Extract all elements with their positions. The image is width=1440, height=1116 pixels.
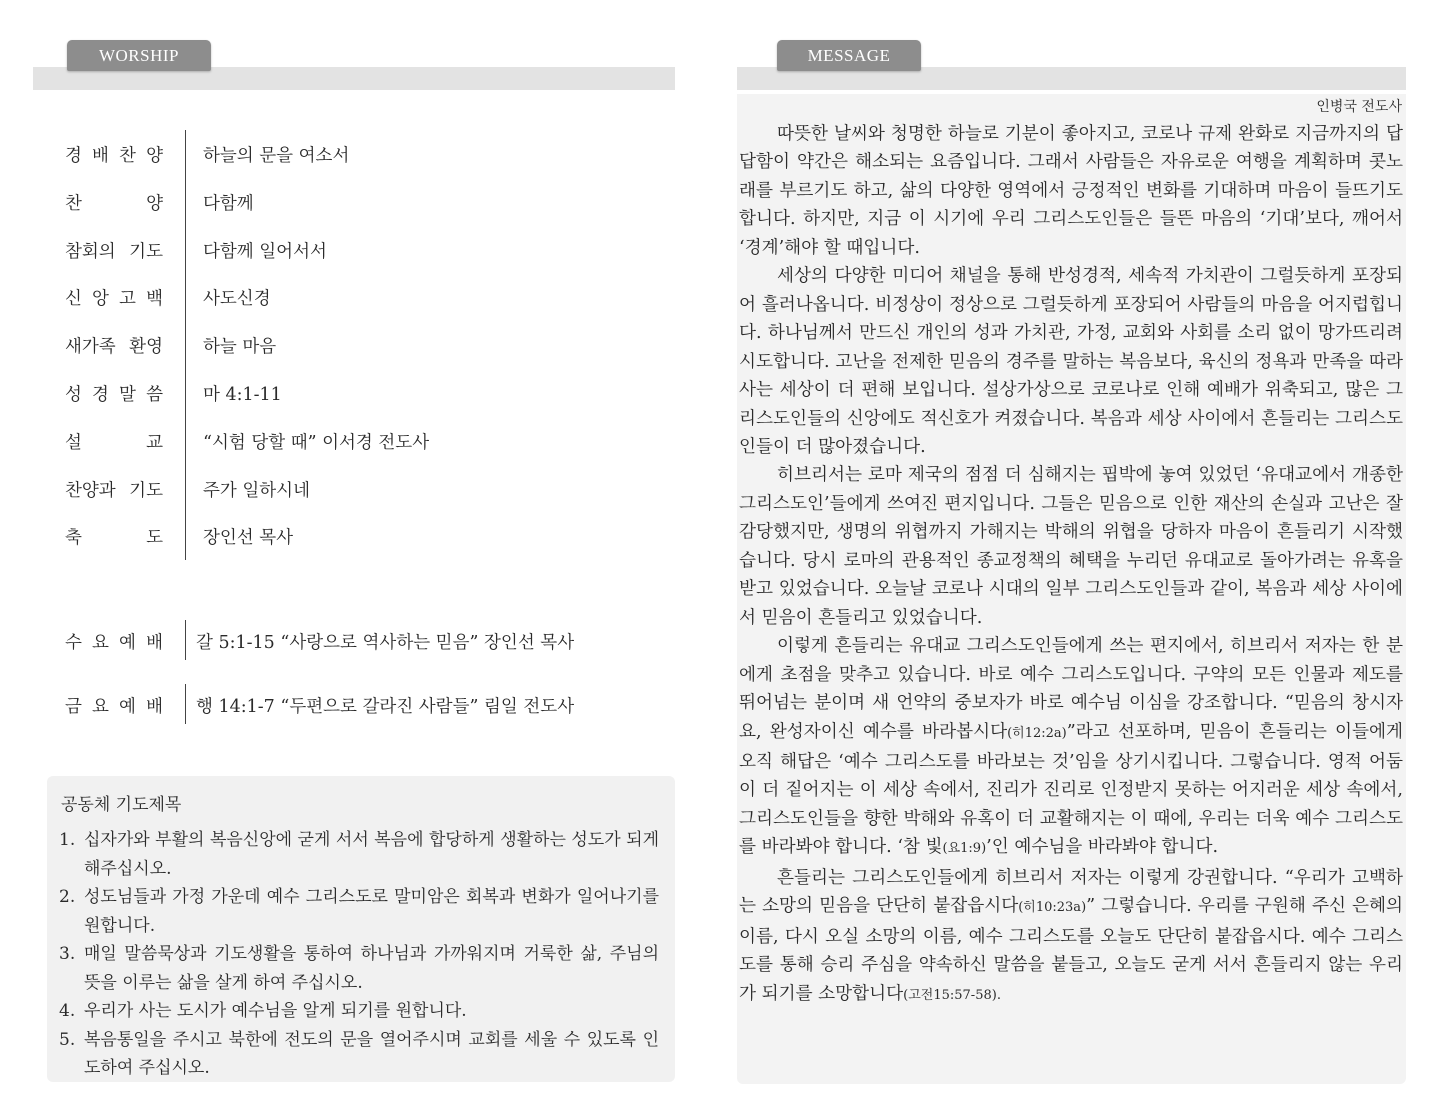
prayer-number: 4. — [59, 1001, 76, 1021]
prayer-number: 2. — [59, 887, 76, 907]
message-text: ’인 예수님을 바라봐야 합니다. — [986, 837, 1219, 858]
message-text: ” 그렇습니다. 우리를 구원해 주신 은혜의 이름, 다시 오실 소망의 이름, 예수 그리스도를 오늘도 단단히 붙잡읍시다. 예수 그리스도를 통해 승리 주심을 약속하신 말씀을 붙들고, 오늘도 굳게 서서 흔들리지 않는 우리가 되기를 소망합니다 — [739, 896, 1403, 1004]
scripture-reference: (고전15:57-58). — [903, 987, 1001, 1003]
friday-value: 행 14:1-7 “두편으로 갈라진 사람들” 림일 전도사 — [196, 697, 575, 717]
prayer-text: 성도님들과 가정 가운데 예수 그리스도로 말미암은 회복과 변화가 일어나기를 원합니다. — [84, 887, 659, 936]
prayer-item — [59, 883, 659, 940]
message-box — [737, 94, 1406, 1084]
prayer-text: 매일 말씀묵상과 기도생활을 통하여 하나님과 가까워지며 거룩한 삶, 주님의 뜻을 이루는 삶을 살게 하여 주십시오. — [84, 944, 659, 993]
prayer-text: 복음통일을 주시고 북한에 전도의 문을 열어주시며 교회를 세울 수 있도록 인도하여 주십시오. — [84, 1029, 659, 1078]
prayer-list — [59, 826, 659, 1083]
prayer-item — [59, 997, 659, 1026]
order-value: 다함께 — [203, 193, 254, 214]
worship-order — [33, 130, 653, 560]
message-text: ”라고 선포하며, 믿음이 흔들리는 이들에게 오직 해답은 ‘예수 그리스도를 바라보는 것’임을 상기시킵니다. 그렇습니다. 영적 어둠이 더 짙어지는 이 세상 속에서, 진리가 진리로 인정받지 못하는 어지러운 세상 속에서, 그리스도인들을 향한 박해와 유혹이 더 교활해지는 이 때에, 우리는 더욱 예수 그리스도를 바라봐야 합니다. ‘참 빛 — [739, 721, 1403, 858]
wednesday-value: 갈 5:1-15 “사랑으로 역사하는 믿음” 장인선 목사 — [196, 633, 575, 653]
order-label: 경 배 찬 양 — [65, 146, 163, 166]
prayer-number: 1. — [59, 830, 76, 850]
order-value: 주가 일하시네 — [203, 480, 310, 501]
order-label: 찬 양 — [65, 193, 163, 214]
order-value: 다함께 일어서서 — [203, 241, 327, 262]
order-value: 마 4:1-11 — [203, 384, 282, 405]
order-label: 찬양과 기도 — [65, 480, 163, 501]
prayer-number: 5. — [59, 1029, 76, 1050]
prayer-title: 공동체 기도제목 — [61, 795, 182, 815]
order-row — [33, 226, 653, 274]
order-value: 하늘의 문을 여소서 — [203, 146, 350, 166]
order-value: 사도신경 — [203, 289, 271, 310]
order-row — [33, 130, 653, 178]
order-row — [33, 273, 653, 321]
message-text: 이렇게 흔들리는 유대교 그리스도인들에게 쓰는 편지에서, 히브리서 저자는 한 분에게 초점을 맞추고 있습니다. 바로 예수 그리스도입니다. 구약의 모든 인물과 제도를 뛰어넘는 분이며 새 언약의 중보자가 바로 예수님 이심을 강조합니다. “믿음의 창시자요, 완성자이신 예수를 바라봅시다 — [739, 636, 1403, 742]
prayer-box — [47, 776, 675, 1082]
message-section-header — [737, 38, 1406, 92]
order-label: 축 도 — [65, 528, 163, 549]
message-paragraph: 세상의 다양한 미디어 채널을 통해 반성경적, 세속적 가치관이 그럴듯하게 포장되어 흘러나옵니다. 비정상이 정상으로 그럴듯하게 포장되어 사람들의 마음을 어지럽힙니다. 하나님께서 만드신 개인의 성과 가치관, 가정, 교회와 사회를 소리 없이 망가뜨리려 시도합니다. 고난을 전제한 믿음의 경주를 말하는 복음보다, 육신의 정욕과 만족을 따라 사는 세상이 더 편해 보입니다. 설상가상으로 코로나로 인해 예배가 위축되고, 많은 그리스도인들의 신앙에도 적신호가 켜졌습니다. 복음과 세상 사이에서 흔들리는 그리스도인들이 더 많아졌습니다. — [739, 266, 1403, 457]
friday-divider — [185, 684, 186, 724]
friday-label: 금 요 예 배 — [65, 697, 163, 717]
order-row — [33, 321, 653, 369]
wednesday-label: 수 요 예 배 — [65, 633, 163, 653]
message-paragraph: 따뜻한 날씨와 청명한 하늘로 기분이 좋아지고, 코로나 규제 완화로 지금까지의 답답함이 약간은 해소되는 요즘입니다. 그래서 사람들은 자유로운 여행을 계획하며 콧노래를 부르기도 하고, 삶의 다양한 영역에서 긍정적인 변화를 기대하며 마음이 들뜨기도 합니다. 하지만, 지금 이 시기에 우리 그리스도인들은 들뜬 마음의 ‘기대’보다, 깨어서 ‘경계’해야 할 때입니다. — [739, 124, 1403, 258]
prayer-item — [59, 826, 659, 883]
order-row — [33, 417, 653, 465]
message-text: 흔들리는 그리스도인들에게 히브리서 저자는 이렇게 강권합니다. “우리가 고백하는 소망의 믿음을 단단히 붙잡읍시다 — [739, 867, 1403, 917]
order-value: 하늘 마음 — [203, 337, 277, 358]
scripture-reference: (요1:9) — [942, 841, 987, 857]
order-row — [33, 512, 653, 560]
order-label: 새가족 환영 — [65, 337, 163, 358]
order-value: 장인선 목사 — [203, 528, 294, 549]
prayer-text: 십자가와 부활의 복음신앙에 굳게 서서 복음에 합당하게 생활하는 성도가 되게 해주십시오. — [84, 830, 659, 879]
message-paragraph: 히브리서는 로마 제국의 점점 더 심해지는 핍박에 놓여 있었던 ‘유대교에서 개종한 그리스도인’들에게 쓰여진 편지입니다. 그들은 믿음으로 인한 재산의 손실과 고난은 잘 감당했지만, 생명의 위협까지 가해지는 박해의 위협을 당하자 마음이 흔들리기 시작했습니다. 당시 로마의 관용적인 종교정책의 혜택을 누리던 유대교로 돌아가려는 유혹을 받고 있었습니다. 오늘날 코로나 시대의 일부 그리스도인들과 같이, 복음과 세상 사이에서 믿음이 흔들리고 있었습니다. — [739, 465, 1403, 628]
scripture-reference: (히12:2a) — [1007, 725, 1067, 741]
message-author: 인병국 전도사 — [1316, 99, 1402, 115]
message-body — [739, 120, 1403, 1010]
wednesday-divider — [185, 620, 186, 660]
worship-section-header — [33, 38, 675, 92]
order-label: 참회의 기도 — [65, 241, 163, 262]
prayer-text: 우리가 사는 도시가 예수님을 알게 되기를 원합니다. — [84, 1001, 467, 1021]
message-header-tab: MESSAGE — [777, 40, 921, 71]
scripture-reference: (히10:23a) — [1018, 900, 1087, 916]
order-value: “시험 당할 때” 이서경 전도사 — [203, 432, 430, 453]
order-label: 성 경 말 씀 — [65, 384, 163, 405]
prayer-item — [59, 1026, 659, 1083]
order-row — [33, 178, 653, 226]
friday-service — [33, 684, 673, 724]
order-label: 신 앙 고 백 — [65, 289, 163, 310]
prayer-item — [59, 940, 659, 997]
wednesday-service — [33, 620, 673, 660]
worship-header-tab: WORSHIP — [67, 40, 211, 71]
order-row — [33, 465, 653, 513]
message-paragraph — [739, 632, 1403, 864]
order-label: 설 교 — [65, 432, 163, 453]
prayer-number: 3. — [59, 944, 76, 964]
message-paragraph — [739, 864, 1403, 1010]
order-row — [33, 369, 653, 417]
